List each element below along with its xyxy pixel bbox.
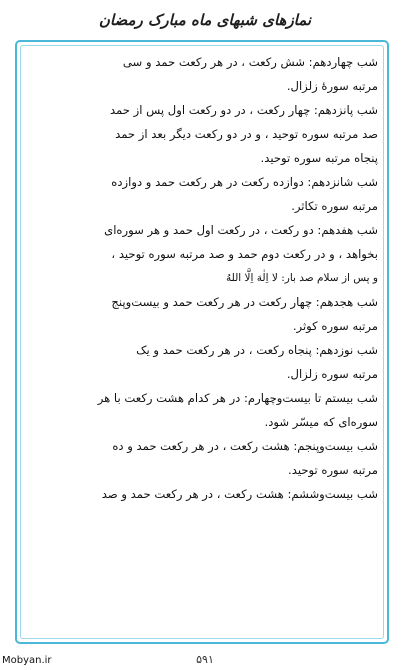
text-line: بخواهد ، و در رکعت دوم حمد و صد مرتبه سوره توحید ، bbox=[111, 247, 378, 261]
text-line: پنجاه مرتبه سوره توحید. bbox=[260, 151, 378, 165]
text-line: مرتبه سوره تکاثر. bbox=[291, 199, 378, 213]
text-frame bbox=[15, 40, 389, 644]
text-line: شب پانزدهم: چهار رکعت ، در دو رکعت اول پس از حمد bbox=[109, 103, 378, 117]
text-line: مرتبه سورهٔ زلزال. bbox=[286, 79, 378, 93]
text-line: مرتبه سوره کوثر. bbox=[292, 319, 378, 333]
text-line: شب بیستم تا بیست‌وچهارم: در هر کدام هشت رکعت با هر bbox=[97, 391, 378, 405]
text-line: شب بیست‌وششم: هشت رکعت ، در هر رکعت حمد و صد bbox=[101, 487, 378, 501]
text-line: شب بیست‌وپنجم: هشت رکعت ، در هر رکعت حمد و ده bbox=[112, 439, 378, 453]
site-watermark[interactable]: Mobyan.ir bbox=[2, 655, 52, 666]
text-line: شب هجدهم: چهار رکعت در هر رکعت حمد و بیست‌وپنج bbox=[111, 295, 378, 309]
text-line: سوره‌ای که میسّر شود. bbox=[264, 415, 378, 429]
page-number: ۵۹۱ bbox=[196, 653, 214, 666]
page-header: نمازهای شبهای ماه مبارک رمضان bbox=[98, 11, 312, 29]
prayer-text bbox=[26, 50, 378, 506]
text-line: شب نوزدهم: پنجاه رکعت ، در هر رکعت حمد و یک bbox=[136, 343, 378, 357]
text-line: و پس از سلام صد بار: لا اِلٰهَ اِلَّا اللهُ bbox=[226, 272, 378, 284]
text-line: شب هفدهم: دو رکعت ، در رکعت اول حمد و هر سوره‌ای bbox=[104, 223, 378, 237]
text-line: صد مرتبه سوره توحید ، و در دو رکعت دیگر بعد از حمد bbox=[115, 127, 378, 141]
text-line: شب چهاردهم: شش رکعت ، در هر رکعت حمد و سی bbox=[122, 55, 378, 69]
text-line: شب شانزدهم: دوازده رکعت در هر رکعت حمد و دوازده bbox=[111, 175, 378, 189]
text-line: مرتبه سوره توحید. bbox=[288, 463, 378, 477]
text-line: مرتبه سوره زلزال. bbox=[286, 367, 378, 381]
